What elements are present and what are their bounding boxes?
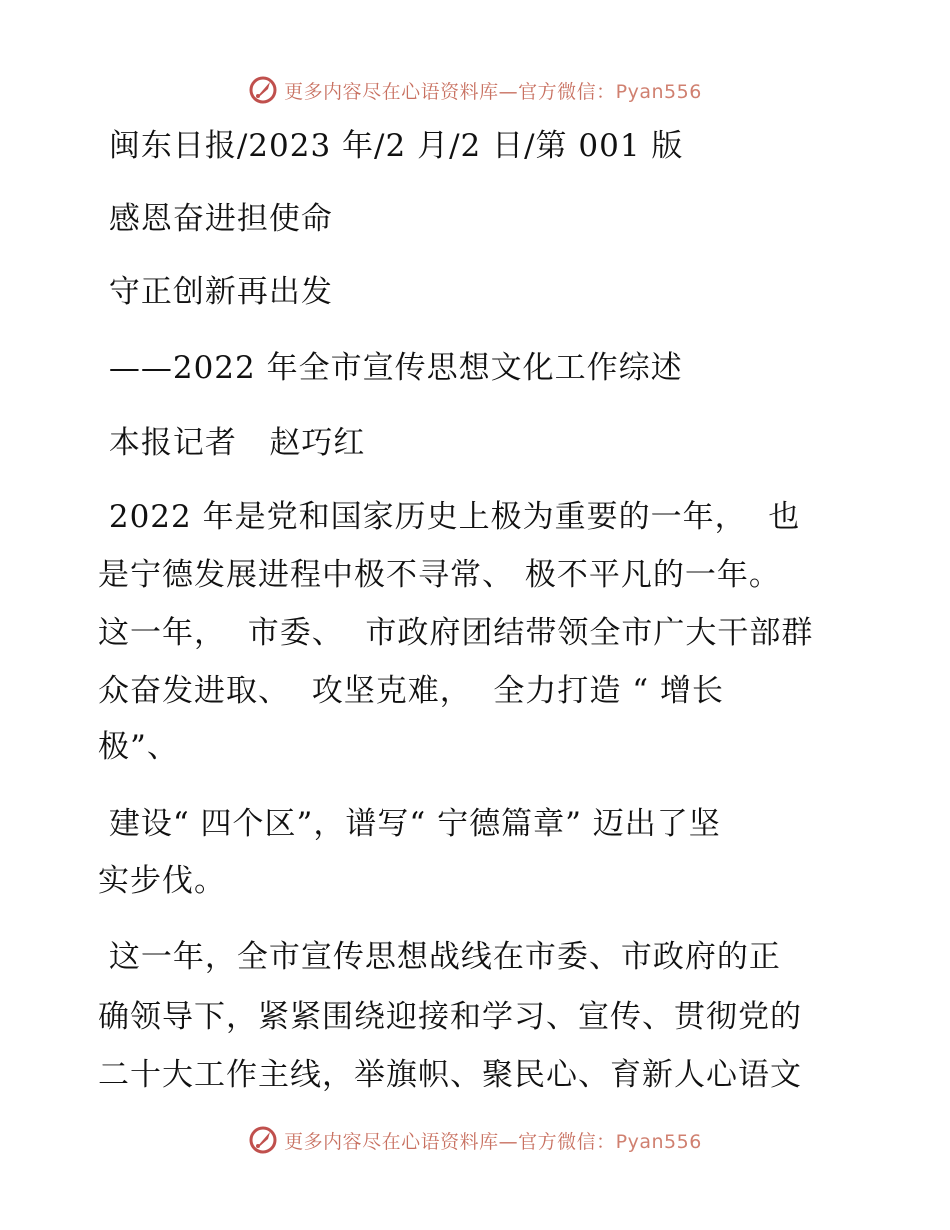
watermark-account: Pyan556 xyxy=(615,80,702,103)
paragraph-line: 这一年， 市委、 市政府团结带领全市广大干部群 xyxy=(98,615,814,651)
byline: 本报记者 赵巧红 xyxy=(98,425,366,461)
paragraph-line: 二十大工作主线，举旗帜、聚民心、育新人心语文 xyxy=(98,1057,802,1093)
paragraph-line: 众奋发进取、 攻坚克难， 全力打造 “ 增长 xyxy=(98,673,724,709)
article-subtitle: ——2022 年全市宣传思想文化工作综述 xyxy=(98,350,683,386)
paragraph-line: 2022 年是党和国家历史上极为重要的一年， 也 xyxy=(98,499,801,535)
watermark-text: 更多内容尽在心语资料库—官方微信：Pyan556 xyxy=(284,80,702,103)
article-title-line-1: 感恩奋进担使命 xyxy=(98,201,333,237)
paragraph-line: 建设“ 四个区”，谱写“ 宁德篇章” 迈出了坚 xyxy=(98,806,721,842)
watermark-account: Pyan556 xyxy=(615,1130,702,1153)
dateline: 闽东日报/2023 年/2 月/2 日/第 001 版 xyxy=(98,128,684,164)
paragraph-line: 确领导下，紧紧围绕迎接和学习、宣传、贯彻党的 xyxy=(98,999,802,1035)
watermark-text: 更多内容尽在心语资料库—官方微信：Pyan556 xyxy=(284,1130,702,1153)
article-title-line-2: 守正创新再出发 xyxy=(98,274,333,310)
paragraph-line: 实步伐。 xyxy=(98,863,226,899)
paragraph-line: 这一年，全市宣传思想战线在市委、市政府的正 xyxy=(98,939,781,975)
quill-pen-logo-icon xyxy=(248,75,278,105)
quill-pen-logo-icon xyxy=(248,1125,278,1155)
paragraph-line: 极”、 xyxy=(98,729,179,765)
watermark-header xyxy=(0,70,950,110)
watermark-footer xyxy=(0,1120,950,1160)
paragraph-line: 是宁德发展进程中极不寻常、 极不平凡的一年。 xyxy=(98,557,781,593)
